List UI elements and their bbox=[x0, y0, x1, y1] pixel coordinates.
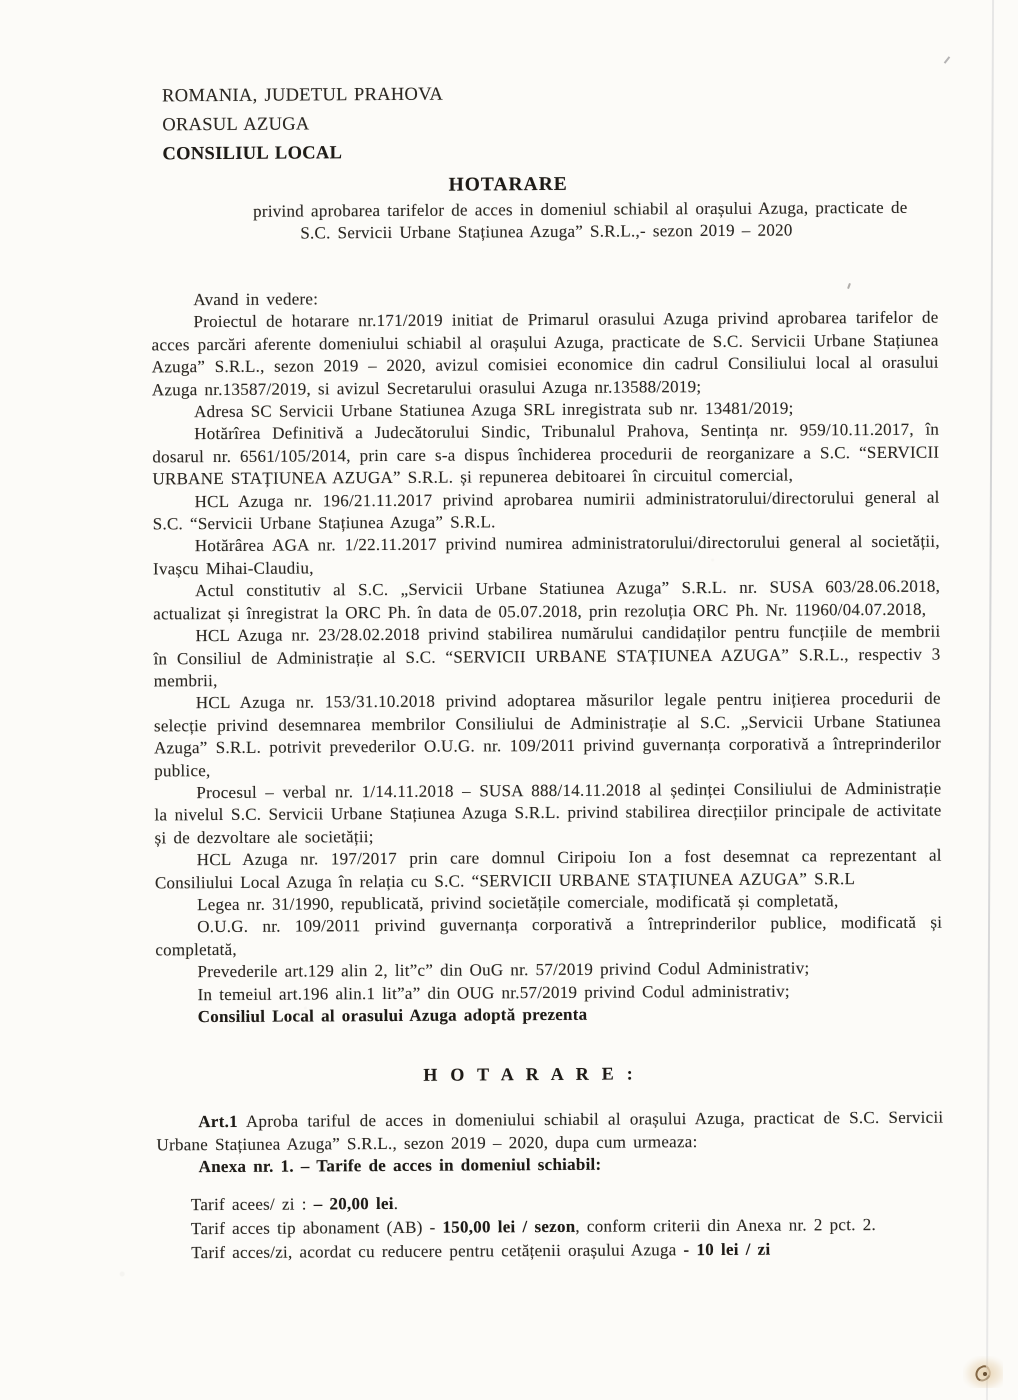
adoption-clause: Consiliul Local al orasului Azuga adoptă prezenta bbox=[197, 1004, 588, 1027]
preamble-item-hcl-197: HCL Azuga nr. 197/2017 prin care domnul Ciripoiu Ion a fost desemnat ca reprezentant al Consiliului Local Azuga în relația cu S.C. “SERVICII URBANE STAȚIUNEA AZUGA” S.R.L bbox=[154, 845, 942, 892]
preamble-item-temei: In temeiul art.196 alin.1 lit”a” din OUG nr.57/2019 privind Codul administrativ; bbox=[197, 981, 790, 1004]
preamble-item-aga: Hotărârea AGA nr. 1/22.11.2017 privind numirea administratorului/directorului general al societății, Ivașcu Mihai-Claudiu, bbox=[152, 532, 940, 579]
decision-heading: H O T A R A R E : bbox=[423, 1063, 636, 1086]
title-subtitle-line1: privind aprobarea tarifelor de acces in domeniul schiabil al orașului Azuga, practicate de bbox=[253, 197, 908, 221]
article-1-paragraph bbox=[156, 1107, 943, 1157]
tariff-season-suffix: , conform criterii din Anexa nr. 2 pct. 2. bbox=[575, 1214, 876, 1236]
tariff-daily-value: – 20,00 lei bbox=[313, 1193, 394, 1214]
scan-speck-artifact bbox=[944, 56, 951, 64]
scan-edge-artifact bbox=[986, 0, 994, 1400]
document-header bbox=[150, 78, 938, 170]
article-1-label: Art.1 bbox=[198, 1112, 238, 1132]
preamble-item-legea-31: Legea nr. 31/1990, republicată, privind societățile comerciale, modificată și completată, bbox=[196, 891, 839, 915]
header-country-county: ROMANIA, JUDETUL PRAHOVA bbox=[162, 84, 444, 107]
preamble-item-sentinta: Hotărîrea Definitivă a Judecătorului Sindic, Tribunalul Prahova, Sentința nr. 959/10.11.2017, în dosarul nr. 6561/105/2014, prin care s-a dispus închiderea procedurii de reorganizare a S.C. “SERVICII URBANE STAȚIUNEA AZUGA” S.R.L. și repunerea debitoarei în circuitul comercial, bbox=[152, 420, 940, 489]
tariff-resident-value: - 10 lei / zi bbox=[683, 1239, 771, 1259]
preamble-item-act-constitutiv: Actul constitutiv al S.C. „Servicii Urbane Statiunea Azuga” S.R.L. nr. SUSA 603/28.06.2018, actualizat și înregistrat la ORC Ph. în data de 05.07.2018, prin rezoluția ORC Ph. Nr. 11960/04.07.2018, bbox=[153, 576, 941, 624]
tariff-resident-text: Tarif acces/zi, acordat cu reducere pentru cetățenii orașului Azuga bbox=[191, 1239, 684, 1262]
header-city: ORASUL AZUGA bbox=[162, 114, 310, 136]
anexa-heading: Anexa nr. 1. – Tarife de acces in domeniul schiabil: bbox=[198, 1154, 602, 1177]
document-title: HOTARARE bbox=[448, 173, 568, 196]
preamble-item-project: Proiectul de hotarare nr.171/2019 initiat de Primarul orasului Azuga privind aprobarea tarifelor de acces parcări aferente domeniului schiabil al orașului Azuga, practicate de S.C. Servicii Urbane Stațiunea Azuga” S.R.L., sezon 2019 – 2020, avizul comisiei economice din cadrul Consiliului local al orasului Azuga nr.13587/2019, si avizul Secretarului orasului Azuga nr.13588/2019; bbox=[151, 308, 939, 400]
tariff-season-text: Tarif acces tip abonament (AB) - bbox=[190, 1217, 443, 1238]
article-1-text: Aproba tariful de acces in domeniului schiabil al orașului Azuga, practicat de S.C. Servicii Urbane Stațiunea Azuga” S.R.L., sezon 2019 – 2020, dupa cum urmeaza: bbox=[156, 1107, 944, 1155]
tariff-season-value: 150,00 lei / sezon bbox=[442, 1216, 576, 1237]
preamble-section bbox=[151, 285, 943, 1029]
tariff-daily-suffix: . bbox=[393, 1193, 399, 1213]
header-institution: CONSILIUL LOCAL bbox=[162, 143, 343, 165]
preamble-item-hcl-23: HCL Azuga nr. 23/28.02.2018 privind stabilirea numărului candidaților pentru funcțiile de membrii în Consiliul de Administrație al S.C. “SERVICII URBANE STAȚIUNEA AZUGA” S.R.L., respectiv 3 membrii, bbox=[153, 621, 941, 691]
preamble-item-oug-109: O.U.G. nr. 109/2011 privind guvernanța corporativă a întreprinderilor publice, modificată și completată, bbox=[155, 912, 943, 960]
preamble-item-hcl-196: HCL Azuga nr. 196/21.11.2017 privind aprobarea numirii administratorului/directorului general al S.C. “Servicii Urbane Stațiunea Azuga” S.R.L. bbox=[152, 487, 940, 534]
document-content bbox=[150, 0, 945, 1265]
preamble-item-adresa: Adresa SC Servicii Urbane Statiunea Azuga SRL inregistrata sub nr. 13481/2019; bbox=[193, 398, 794, 422]
tariff-line-season bbox=[191, 1212, 944, 1241]
preamble-item-hcl-153: HCL Azuga nr. 153/31.10.2018 privind adoptarea măsurilor legale pentru inițierea procedurii de selecție privind desemnarea membrilor Consiliului de Administrație al S.C. „Servicii Urbane Statiunea Azuga” S.R.L. potrivit prevederilor O.U.G. nr. 109/2011 privind guvernanța corporativă a întreprinderilor publice, bbox=[153, 688, 942, 780]
preamble-item-proces-verbal: Procesul – verbal nr. 1/14.11.2018 – SUSA 888/14.11.2018 al ședinței Consiliului de Administrație la nivelul S.C. Servicii Urbane Stațiunea Azuga S.R.L. privind stabilirea direcțiilor principale de activitate și de dezvoltare ale societății; bbox=[154, 778, 942, 848]
title-block bbox=[151, 170, 938, 246]
ink-stain-artifact bbox=[963, 1356, 1003, 1388]
title-subtitle-line2: S.C. Servicii Urbane Stațiunea Azuga” S.R.L.,- sezon 2019 – 2020 bbox=[300, 220, 793, 243]
tariff-line-resident bbox=[191, 1236, 944, 1265]
preamble-item-prevederile: Prevederile art.129 alin 2, lit”c” din OuG nr. 57/2019 privind Codul Administrativ; bbox=[197, 958, 810, 982]
tariff-daily-text: Tarif acees/ zi : bbox=[190, 1194, 314, 1214]
preamble-intro: Avand in vedere: bbox=[193, 289, 319, 310]
tariff-list bbox=[157, 1188, 944, 1265]
